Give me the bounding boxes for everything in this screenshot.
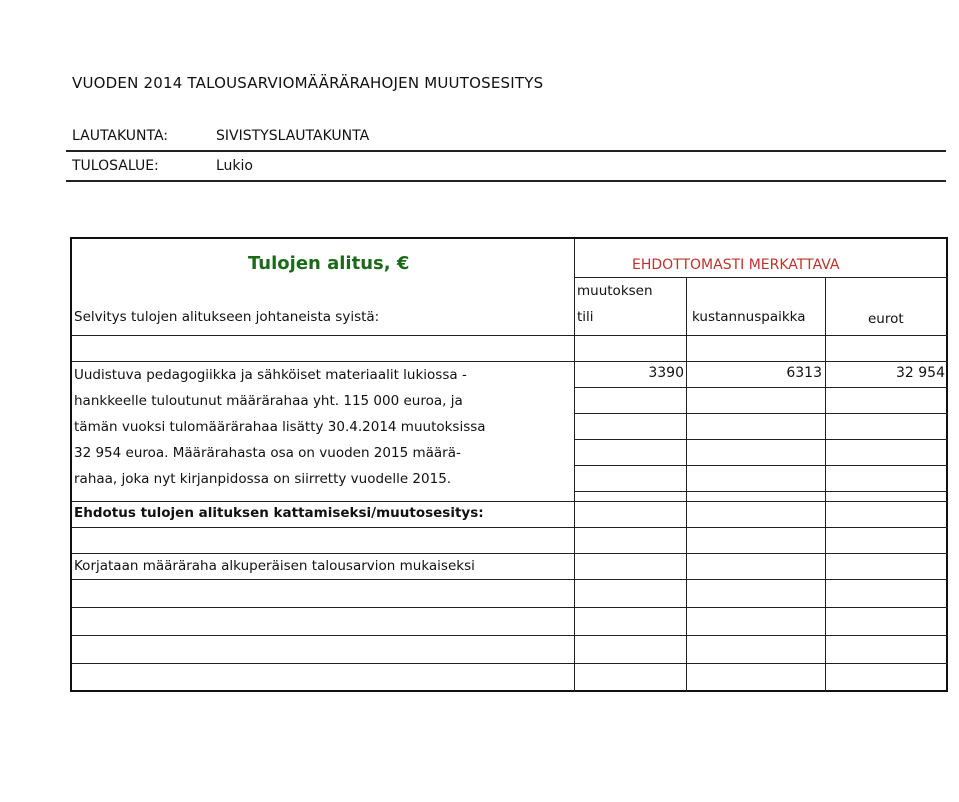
explanation-line: hankkeelle tuloutunut määrärahaa yht. 115 000 euroa, ja xyxy=(74,393,463,409)
explanation-line: rahaa, joka nyt kirjanpidossa on siirretty vuodelle 2015. xyxy=(74,471,452,487)
account-value: 3390 xyxy=(648,365,684,381)
proposal-text: Korjataan määräraha alkuperäisen talousarvion mukaiseksi xyxy=(74,558,475,574)
explanation-line: Uudistuva pedagogiikka ja sähköiset materiaalit lukiossa - xyxy=(74,367,467,383)
explanation-label: Selvitys tulojen alitukseen johtaneista syistä: xyxy=(74,309,380,325)
row-line xyxy=(72,501,948,502)
row-line xyxy=(72,635,948,636)
board-divider xyxy=(66,150,946,152)
col-account-line2: tili xyxy=(577,309,594,325)
mandatory-notice: EHDOTTOMASTI MERKATTAVA xyxy=(632,257,840,273)
document-title: VUODEN 2014 TALOUSARVIOMÄÄRÄRAHOJEN MUUTOSESITYS xyxy=(72,74,544,92)
cost-center-value: 6313 xyxy=(786,365,822,381)
explanation-line: 32 954 euroa. Määrärahasta osa on vuoden 2015 määrä- xyxy=(74,445,461,461)
divider-cost-center xyxy=(825,277,826,692)
divider-account xyxy=(686,277,687,692)
row-line xyxy=(72,663,948,664)
row-line xyxy=(72,553,948,554)
area-value: Lukio xyxy=(216,158,253,174)
col-euros: eurot xyxy=(868,311,904,327)
row-line xyxy=(574,277,948,278)
proposal-label: Ehdotus tulojen alituksen kattamiseksi/muutosesitys: xyxy=(74,505,484,521)
explanation-line: tämän vuoksi tulomäärärahaa lisätty 30.4.2014 muutoksissa xyxy=(74,419,486,435)
table-heading: Tulojen alitus, € xyxy=(248,253,410,274)
row-line xyxy=(72,607,948,608)
row-line xyxy=(72,335,948,336)
form-table xyxy=(70,237,948,692)
board-value: SIVISTYSLAUTAKUNTA xyxy=(216,128,370,144)
area-divider xyxy=(66,180,946,182)
row-line xyxy=(574,491,948,492)
row-line xyxy=(72,527,948,528)
euros-value: 32 954 xyxy=(896,365,945,381)
area-label: TULOSALUE: xyxy=(72,158,159,174)
col-cost-center: kustannuspaikka xyxy=(692,309,806,325)
board-label: LAUTAKUNTA: xyxy=(72,128,169,144)
row-line xyxy=(574,465,948,466)
row-line xyxy=(574,387,948,388)
row-line xyxy=(72,361,948,362)
col-account-line1: muutoksen xyxy=(577,283,653,299)
row-line xyxy=(72,579,948,580)
row-line xyxy=(574,439,948,440)
row-line xyxy=(574,413,948,414)
